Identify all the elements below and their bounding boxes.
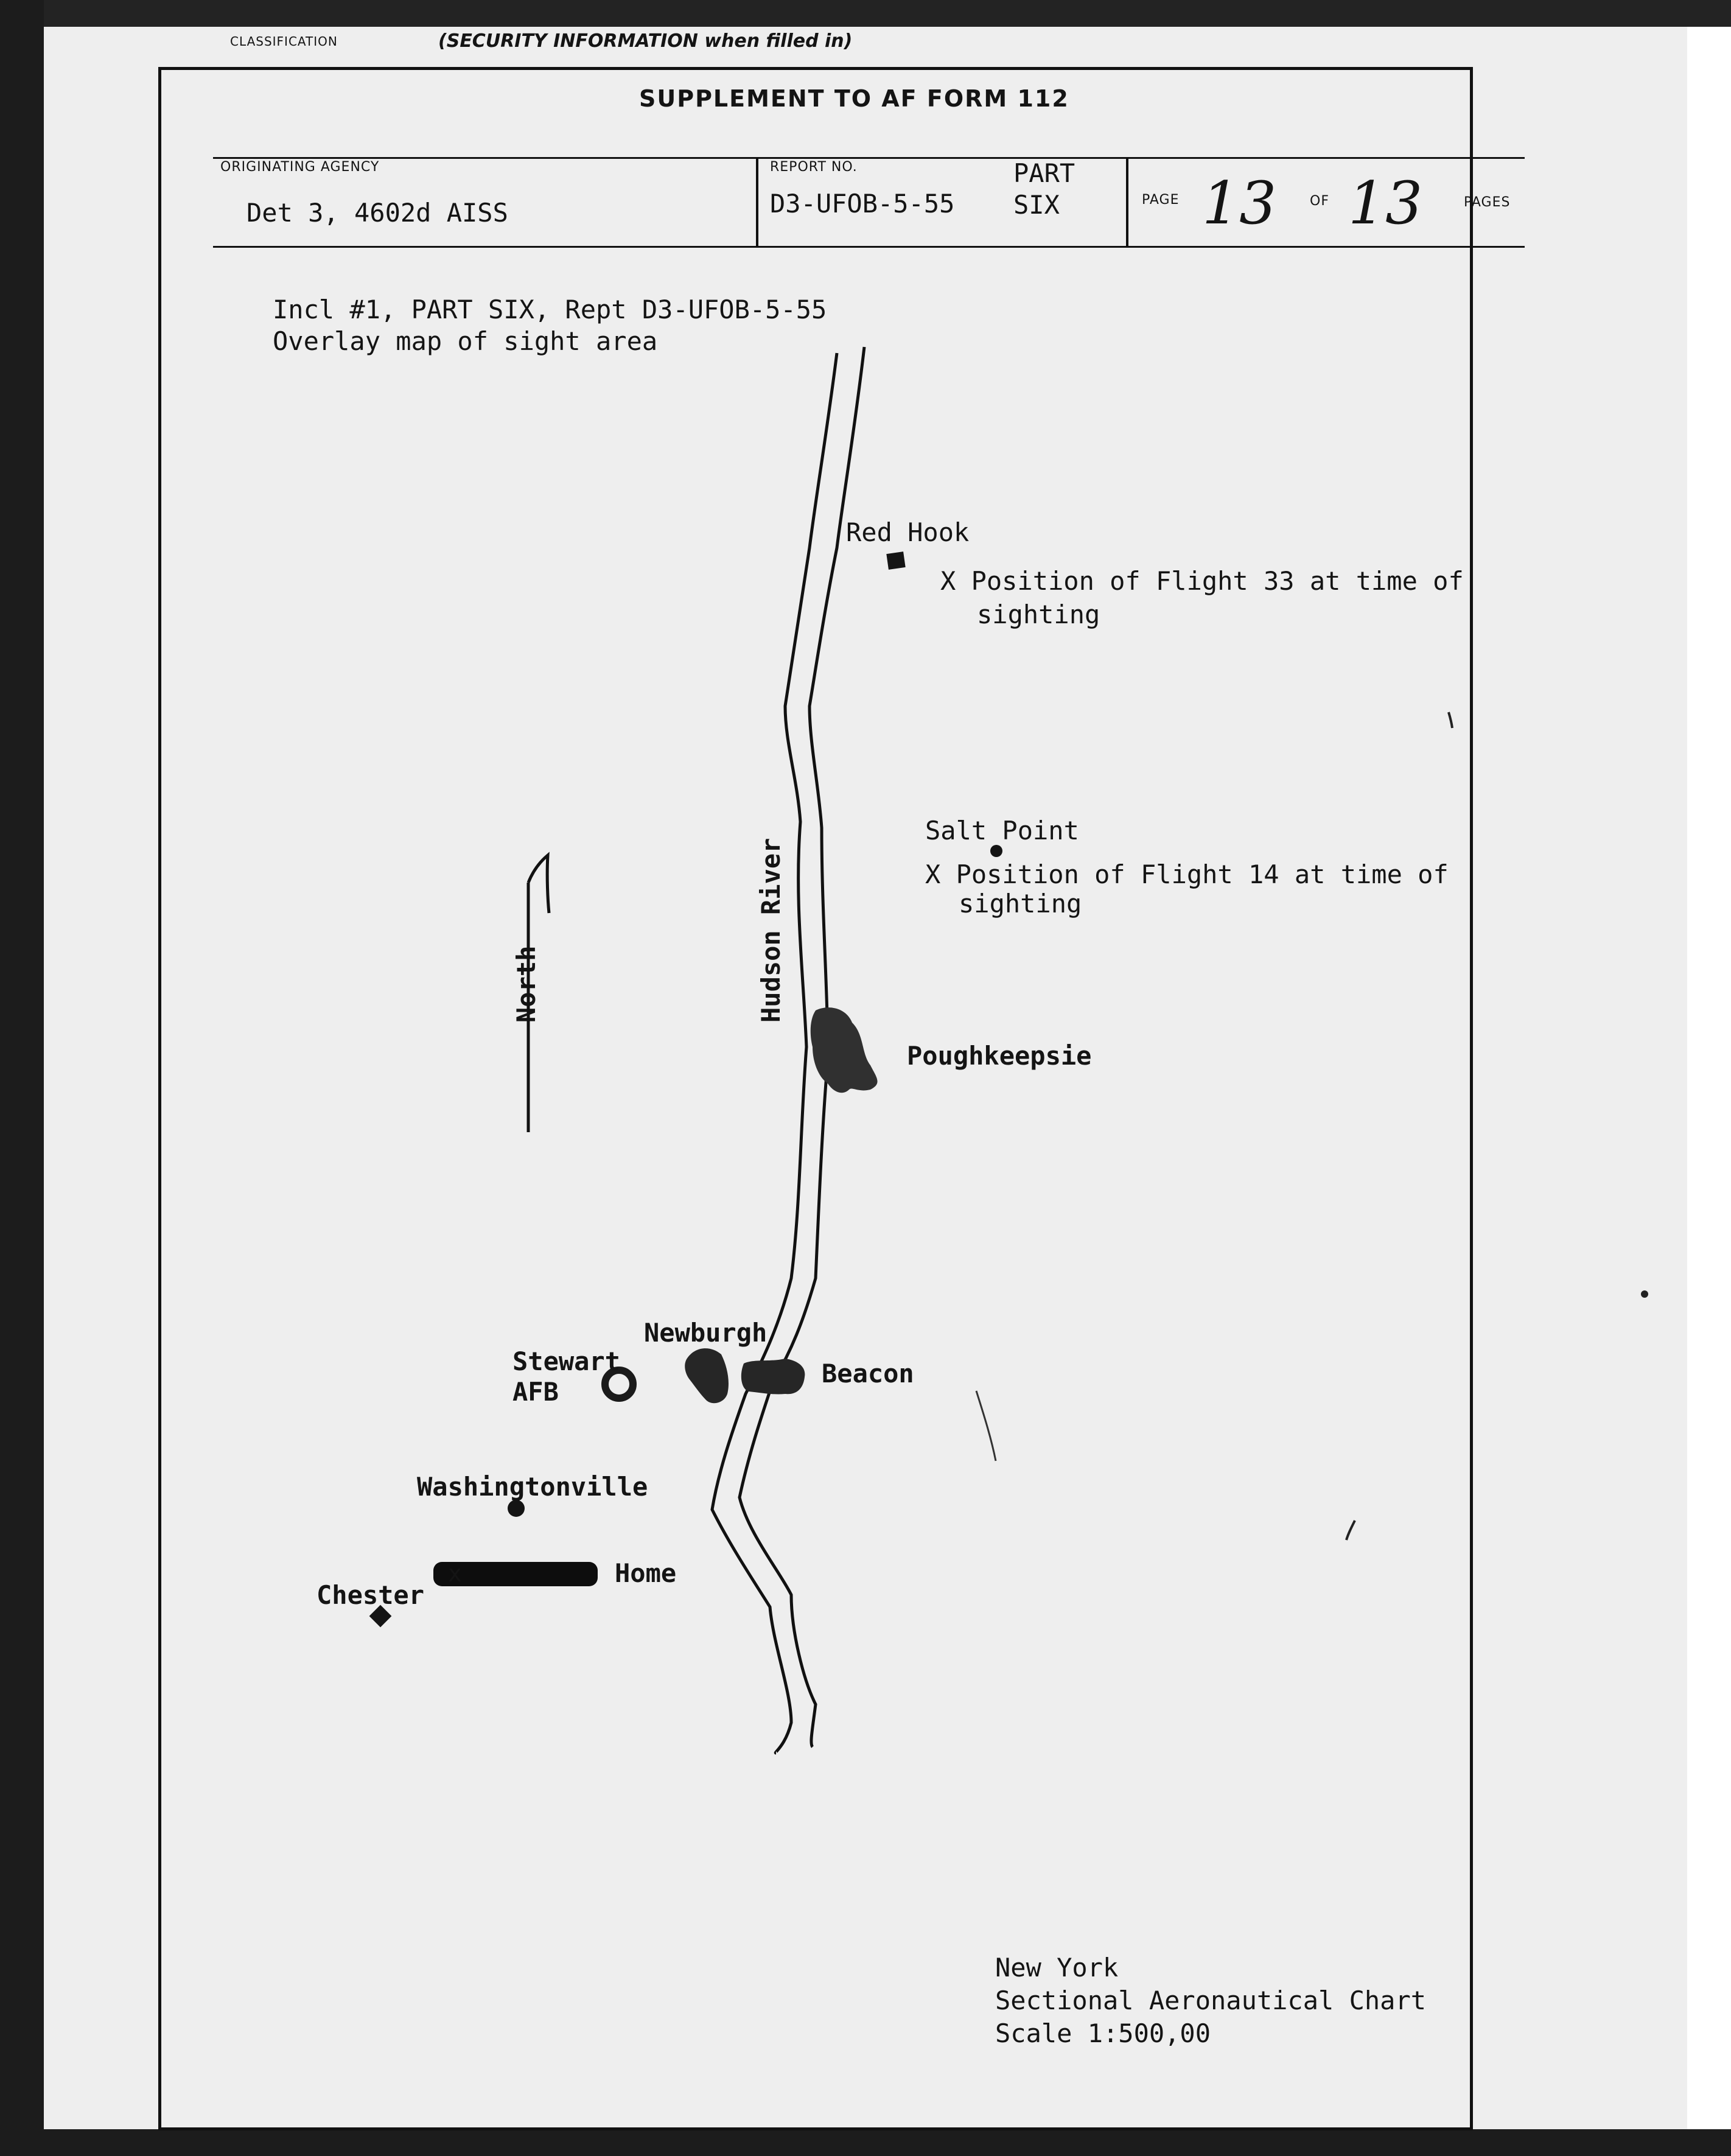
originating-agency-label: ORIGINATING AGENCY	[220, 159, 380, 175]
stray-tick-1	[1449, 712, 1452, 728]
label-chester: Chester	[316, 1580, 425, 1610]
red-hook-marker	[886, 551, 905, 570]
chart-source-line-1: New York	[995, 1953, 1119, 1983]
inclosure-heading: Incl #1, PART SIX, Rept D3-UFOB-5-55	[273, 295, 827, 324]
label-north: North	[511, 945, 541, 1023]
originating-agency-value: Det 3, 4602d AISS	[247, 198, 508, 228]
classification-label: CLASSIFICATION	[230, 34, 338, 49]
north-arrow-head	[528, 855, 549, 913]
beacon-blob	[741, 1359, 805, 1395]
inclosure-subheading: Overlay map of sight area	[273, 326, 658, 356]
label-newburgh: Newburgh	[644, 1318, 768, 1348]
label-red-hook: Red Hook	[846, 517, 970, 547]
label-poughkeepsie: Poughkeepsie	[907, 1041, 1092, 1071]
label-stewart: Stewart	[512, 1346, 621, 1376]
label-afb: AFB	[512, 1377, 559, 1407]
security-information-note: (SECURITY INFORMATION when filled in)	[438, 30, 853, 52]
newburgh-blob	[685, 1348, 729, 1403]
page-label: PAGE	[1142, 192, 1180, 208]
of-label: OF	[1310, 194, 1329, 209]
stray-tick-3	[976, 1391, 996, 1461]
label-flight-14-sighting: sighting	[959, 889, 1082, 919]
total-pages: 13	[1348, 169, 1423, 237]
label-salt-point: Salt Point	[925, 816, 1079, 845]
report-no-label: REPORT NO.	[770, 159, 858, 175]
label-home: Home	[615, 1558, 677, 1588]
home-x-mark: x	[448, 1560, 462, 1587]
label-flight-33-sighting: sighting	[977, 600, 1100, 629]
chart-scale: Scale 1:500,00	[995, 2018, 1211, 2048]
report-no-value: D3-UFOB-5-55	[770, 189, 955, 219]
label-washingtonville: Washingtonville	[417, 1472, 648, 1502]
label-flight-33-position: X Position of Flight 33 at time of	[940, 566, 1464, 596]
label-hudson-river: Hudson River	[756, 838, 786, 1023]
part-value: SIX	[1013, 190, 1060, 220]
chart-source-line-2: Sectional Aeronautical Chart	[995, 1986, 1427, 2015]
page-number: 13	[1202, 169, 1277, 237]
form-title: SUPPLEMENT TO AF FORM 112	[639, 85, 1069, 112]
part-label: PART	[1013, 158, 1075, 188]
pages-label: PAGES	[1464, 195, 1511, 210]
poughkeepsie-blob	[811, 1007, 878, 1093]
salt-point-dot	[990, 845, 1002, 857]
washingtonville-dot	[508, 1500, 525, 1517]
label-beacon: Beacon	[822, 1359, 914, 1388]
label-flight-14-position: X Position of Flight 14 at time of	[925, 859, 1449, 889]
stray-tick-2	[1346, 1521, 1355, 1540]
stray-dot	[1641, 1290, 1648, 1298]
